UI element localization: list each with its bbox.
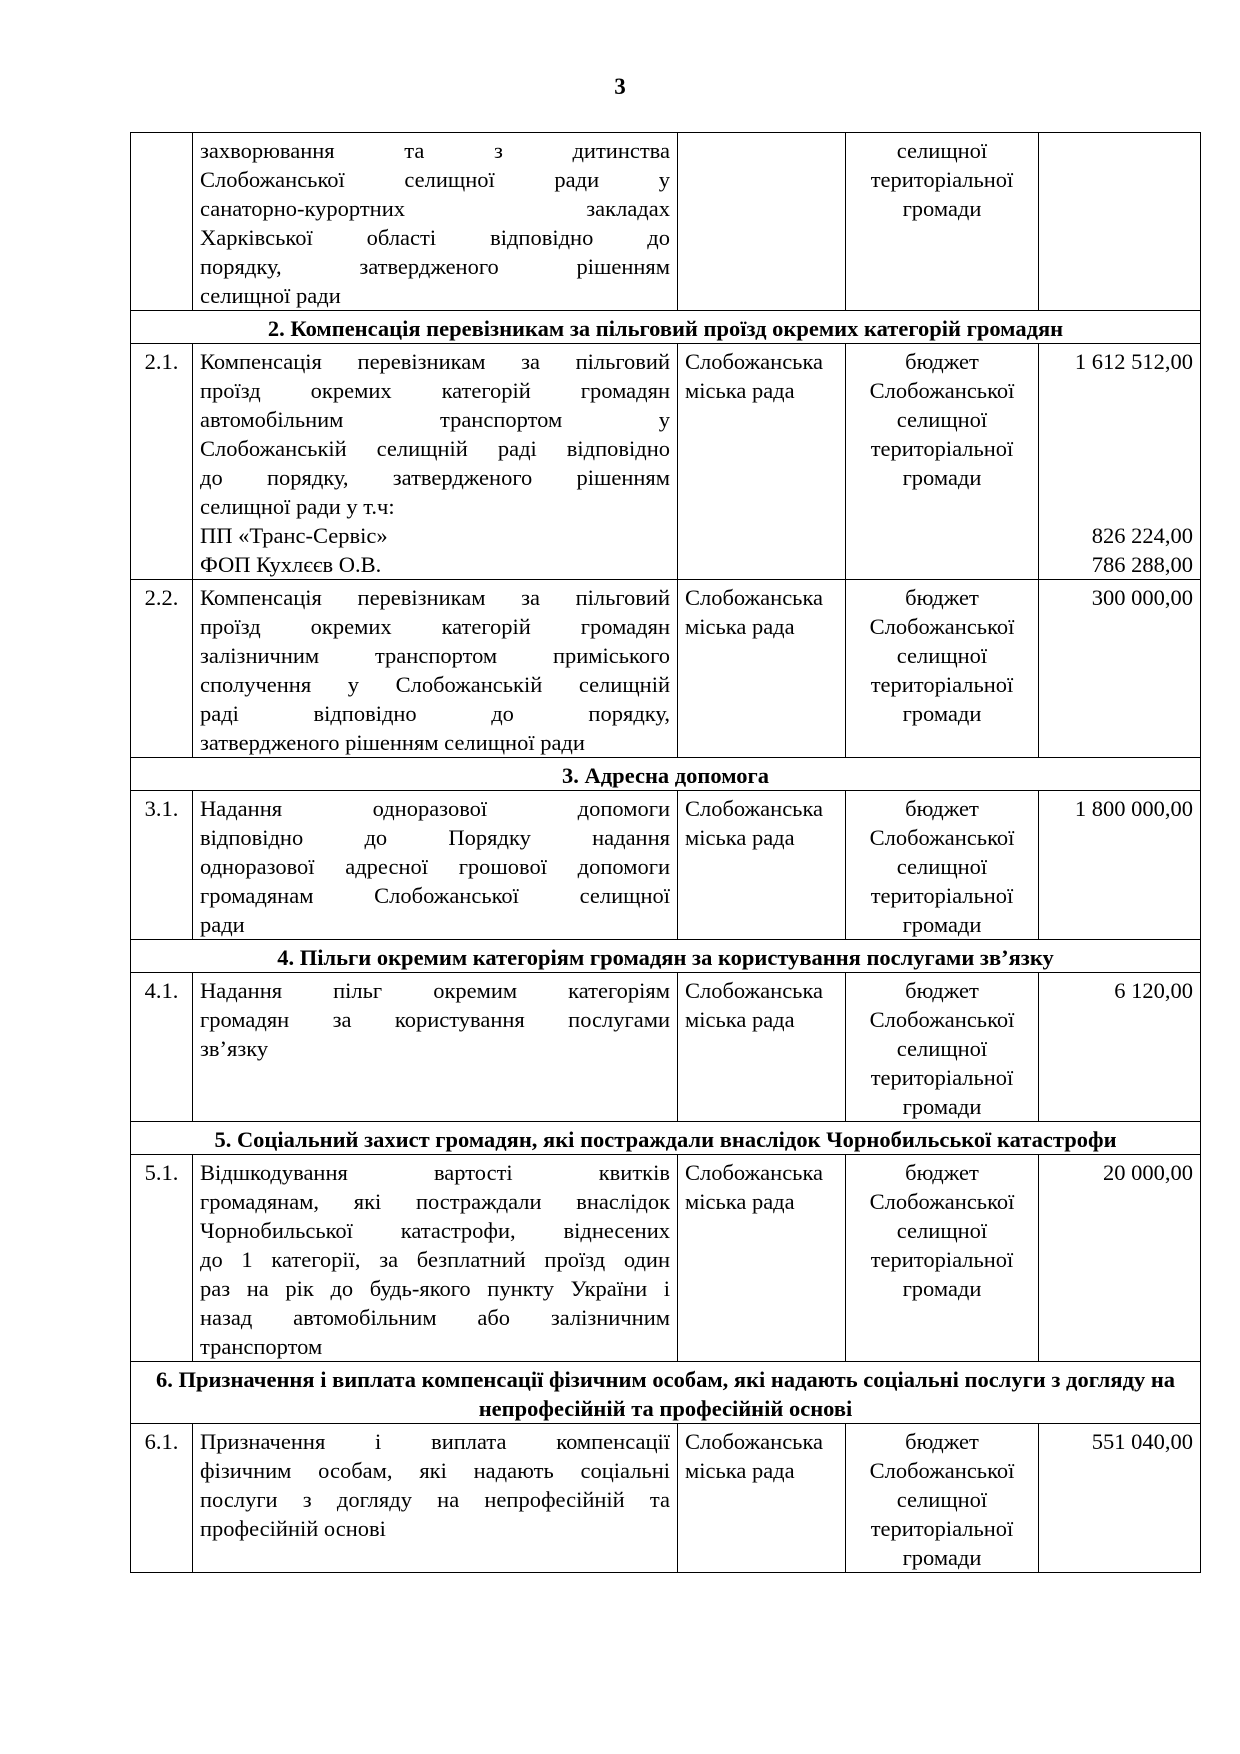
text-line: Слобожанської селищної ради у [200,167,670,192]
text-line: одноразової адресної грошової допомоги [200,854,670,879]
cell-description [193,1155,678,1362]
text-line: затвердженого рішенням селищної ради [200,730,585,755]
spacer [1046,434,1193,463]
section-title: 3. Адресна допомога [131,758,1201,791]
cell-funding-source [846,344,1039,580]
table-row [131,1424,1201,1573]
text-line: проїзд окремих категорій громадян [200,378,670,403]
text-line: громади [902,196,982,221]
text-line: до порядку, затвердженого рішенням [200,465,670,490]
section-header-row [131,1122,1201,1155]
text-line: територіальної [870,436,1014,461]
text-line: зв’язку [200,1036,269,1061]
table-row-continuation [131,133,1201,311]
cell-executor: Слобожанська міська рада [678,344,846,580]
table-row [131,580,1201,758]
text-line: раді відповідно до порядку, [200,701,670,726]
cell-description [193,580,678,758]
text-line: селищної [896,854,988,879]
cell-amount [1039,344,1201,580]
text-line: Надання пільг окремим категоріям [200,978,670,1003]
text-line: селищної [896,1036,988,1061]
text-line: раз на рік до будь-якого пункту України і [200,1276,670,1301]
text-line: сполучення у Слобожанській селищній [200,672,670,697]
text-line: Слобожанської [869,825,1015,850]
section-header-row [131,758,1201,791]
amount-total: 551 040,00 [1091,1429,1193,1454]
spacer [1046,376,1193,405]
text-line: громадянам Слобожанської селищної [200,883,670,908]
text-line: професійній основі [200,1516,386,1541]
text-line: фізичним особам, які надають соціальні [200,1458,670,1483]
text-line: селищної ради у т.ч: [200,494,395,519]
text-line: громадян за користування послугами [200,1007,670,1032]
text-line: Призначення і виплата компенсації [200,1429,670,1454]
cell-description [193,1424,678,1573]
text-line: громадянам, які постраждали внаслідок [200,1189,670,1214]
text-line: територіальної [870,1065,1014,1090]
text-line: залізничним транспортом приміського [200,643,670,668]
cell-funding-source [846,791,1039,940]
section-title: 2. Компенсація перевізникам за пільговий проїзд окремих категорій громадян [131,311,1201,344]
table-row [131,344,1201,580]
cell-executor: Слобожанська міська рада [678,791,846,940]
cell-amount [1039,580,1201,758]
text-line: Надання одноразової допомоги [200,796,670,821]
text-line: територіальної [870,167,1014,192]
text-line: селищної [896,1218,988,1243]
amount-sub-item: 826 224,00 [1091,523,1193,548]
text-line: Слобожанській селищній раді відповідно [200,436,670,461]
text-line: до 1 категорії, за безплатний проїзд один [200,1247,670,1272]
text-line: порядку, затвердженого рішенням [200,254,670,279]
cell-funding-source [846,973,1039,1122]
cell-executor: Слобожанська міська рада [678,1155,846,1362]
cell-amount [1039,973,1201,1122]
text-line: територіальної [870,1516,1014,1541]
amount-total: 6 120,00 [1114,978,1193,1003]
cell-executor: Слобожанська міська рада [678,580,846,758]
program-measures-table [130,132,1201,1573]
table-row [131,973,1201,1122]
cell-amount [1039,1155,1201,1362]
text-line: Слобожанської [869,614,1015,639]
text-line: бюджет [905,585,979,610]
spacer [1046,405,1193,434]
text-line: Компенсація перевізникам за пільговий [200,349,670,374]
text-line: бюджет [905,978,979,1003]
text-line: Харківської області відповідно до [200,225,670,250]
cell-funding-source [846,1424,1039,1573]
cell-amount [1039,791,1201,940]
section-header-row [131,940,1201,973]
amount-total: 1 612 512,00 [1074,349,1193,374]
sub-item: ФОП Кухлєєв О.В. [200,552,382,577]
section-title: 4. Пільги окремим категоріям громадян за користування послугами зв’язку [131,940,1201,973]
text-line: селищної [896,643,988,668]
text-line: Слобожанської [869,1189,1015,1214]
text-line: Відшкодування вартості квитків [200,1160,670,1185]
cell-executor: Слобожанська міська рада [678,973,846,1122]
amount-total: 1 800 000,00 [1074,796,1193,821]
text-line: селищної [896,1487,988,1512]
amount-total: 300 000,00 [1091,585,1193,610]
spacer [1046,492,1193,521]
text-line: територіальної [870,1247,1014,1272]
text-line: громади [902,1276,982,1301]
cell-description [193,791,678,940]
section-header-row [131,311,1201,344]
text-line: селищної [896,407,988,432]
text-line: Слобожанської [869,1458,1015,1483]
sub-item: ПП «Транс-Сервіс» [200,523,388,548]
page-number: 3 [614,74,626,99]
amount-sub-item: 786 288,00 [1091,552,1193,577]
text-line: назад автомобільним або залізничним [200,1305,670,1330]
text-line: Чорнобильської катастрофи, віднесених [200,1218,670,1243]
cell-description [193,133,678,311]
section-title: 6. Призначення і виплата компенсації фізичним особам, які надають соціальні послуги з догляду на непрофесійній та професійній основі [131,1362,1201,1424]
text-line: громади [902,912,982,937]
text-line: територіальної [870,883,1014,908]
text-line: бюджет [905,1160,979,1185]
text-line: відповідно до Порядку надання [200,825,670,850]
cell-description [193,344,678,580]
text-line: селищної [896,138,988,163]
cell-funding-source [846,1155,1039,1362]
text-line: ради [200,912,245,937]
amount-total: 20 000,00 [1103,1160,1193,1185]
text-line: санаторно-курортних закладах [200,196,670,221]
text-line: громади [902,701,982,726]
text-line: Слобожанської [869,378,1015,403]
table-row [131,1155,1201,1362]
text-line: послуги з догляду на непрофесійній та [200,1487,670,1512]
cell-number: 4.1. [131,973,193,1122]
cell-funding-source [846,580,1039,758]
cell-executor [678,133,846,311]
text-line: бюджет [905,1429,979,1454]
text-line: громади [902,1094,982,1119]
text-line: транспортом [200,1334,323,1359]
section-header-row [131,1362,1201,1424]
cell-number [131,133,193,311]
text-line: автомобільним транспортом у [200,407,670,432]
cell-amount [1039,1424,1201,1573]
cell-number: 5.1. [131,1155,193,1362]
section-title: 5. Соціальний захист громадян, які постраждали внаслідок Чорнобильської катастрофи [131,1122,1201,1155]
table-row [131,791,1201,940]
cell-number: 6.1. [131,1424,193,1573]
text-line: селищної ради [200,283,341,308]
cell-number: 3.1. [131,791,193,940]
text-line: проїзд окремих категорій громадян [200,614,670,639]
cell-number: 2.1. [131,344,193,580]
text-line: Слобожанської [869,1007,1015,1032]
cell-number: 2.2. [131,580,193,758]
text-line: громади [902,465,982,490]
text-line: територіальної [870,672,1014,697]
spacer [1046,463,1193,492]
text-line: захворювання та з дитинства [200,138,670,163]
text-line: бюджет [905,349,979,374]
text-line: громади [902,1545,982,1570]
text-line: бюджет [905,796,979,821]
cell-description [193,973,678,1122]
cell-executor: Слобожанська міська рада [678,1424,846,1573]
cell-funding-source [846,133,1039,311]
text-line: Компенсація перевізникам за пільговий [200,585,670,610]
cell-amount [1039,133,1201,311]
table-body [131,133,1201,1573]
